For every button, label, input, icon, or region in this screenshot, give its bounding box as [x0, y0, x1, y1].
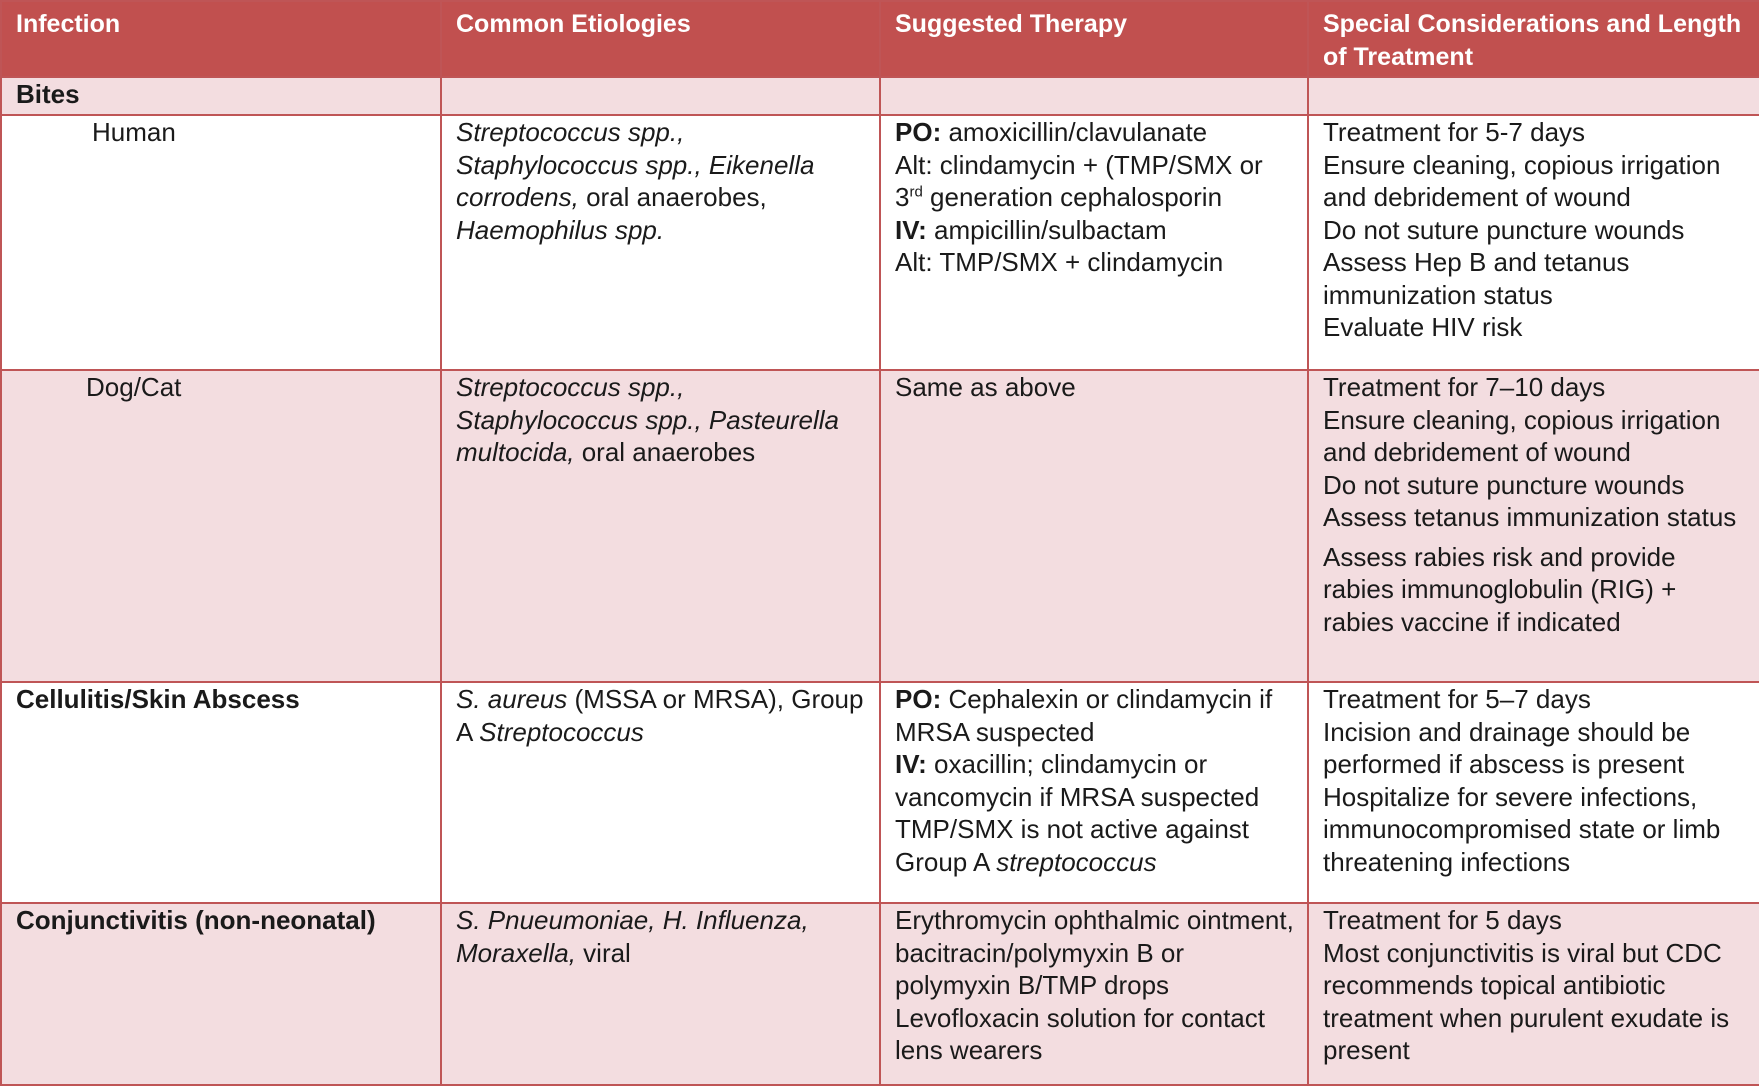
etiology-organisms: Haemophilus spp. [456, 214, 665, 245]
therapy-cell [880, 903, 1308, 1085]
considerations-cell [1308, 370, 1759, 682]
etiology-cell [441, 370, 880, 682]
therapy-text: ampicillin/sulbactam [926, 214, 1167, 245]
therapy-note [895, 813, 1295, 878]
therapy-organism: streptococcus [996, 846, 1157, 877]
ordinal-suffix: rd [909, 183, 923, 201]
consideration-line: Assess tetanus immunization status [1323, 502, 1737, 532]
etiology-cell [441, 115, 880, 370]
consideration-line: Hospitalize for severe infections, immunocompromised state or limb threatening infections [1323, 781, 1721, 877]
therapy-text: Cephalexin or clindamycin if MRSA suspected [895, 684, 1273, 747]
therapy-iv [895, 748, 1295, 813]
infection-name: Cellulitis/Skin Abscess [16, 684, 300, 714]
therapy-iv [895, 214, 1295, 247]
etiology-organisms: Streptococcus [479, 716, 644, 747]
therapy-text: generation cephalosporin [922, 182, 1223, 212]
route-label: PO: [895, 684, 942, 714]
infection-cell [1, 903, 441, 1085]
therapy-text: TMP/SMX is not active against Group A [895, 814, 1250, 877]
etiology-text: (MSSA or MRSA), Group A [456, 684, 864, 747]
therapy-alt [895, 149, 1295, 214]
consideration-line: Do not suture puncture wounds [1323, 469, 1685, 500]
category-bites: Bites [1, 77, 441, 115]
therapy-text: Same as above [895, 372, 1076, 402]
etiology-organisms: Streptococcus spp., Staphylococcus spp., Pasteurella multocida, [456, 372, 839, 467]
etiology-cell [441, 682, 880, 903]
consideration-line: Treatment for 5–7 days [1323, 684, 1591, 714]
etiology-cell [441, 903, 880, 1085]
consideration-line: Treatment for 7–10 days [1323, 372, 1606, 402]
empty-cell [441, 77, 880, 115]
header-row [1, 1, 1759, 77]
empty-cell [1308, 77, 1759, 115]
therapy-text: amoxicillin/clavulanate [941, 117, 1208, 147]
infection-cell [1, 115, 441, 370]
consideration-line: Ensure cleaning, copious irrigation and debridement of wound [1323, 404, 1721, 467]
infection-cell [1, 370, 441, 682]
table-row-conjunctivitis [1, 903, 1759, 1085]
consideration-line: Assess rabies risk and provide rabies immunoglobulin (RIG) + rabies vaccine if indicated [1323, 541, 1677, 637]
table-row-human-bite [1, 115, 1759, 370]
therapy-line: Levofloxacin solution for contact lens wearers [895, 1002, 1265, 1065]
header-considerations: Special Considerations and Length of Treatment [1308, 1, 1759, 77]
etiology-text: oral anaerobes [574, 437, 756, 467]
infection-cell [1, 682, 441, 903]
table-row-cellulitis [1, 682, 1759, 903]
header-therapy: Suggested Therapy [880, 1, 1308, 77]
empty-cell [880, 77, 1308, 115]
etiology-organisms: S. aureus [456, 684, 568, 714]
infection-name: Conjunctivitis (non-neonatal) [16, 905, 376, 935]
considerations-cell [1308, 115, 1759, 370]
etiology-organisms: S. Pnueumoniae, H. Influenza, Moraxella, [456, 905, 809, 968]
route-label: PO: [895, 117, 942, 147]
therapy-alt: Alt: TMP/SMX + clindamycin [895, 247, 1224, 277]
route-label: IV: [895, 749, 927, 779]
etiology-text: viral [575, 937, 631, 968]
consideration-line: Treatment for 5-7 days [1323, 117, 1586, 147]
therapy-cell [880, 682, 1308, 903]
header-infection: Infection [1, 1, 441, 77]
therapy-cell [880, 115, 1308, 370]
considerations-cell [1308, 682, 1759, 903]
therapy-text: oxacillin; clindamycin or vancomycin if MRSA suspected [895, 749, 1260, 812]
infection-name: Human [92, 117, 176, 147]
consideration-line: Do not suture puncture wounds [1323, 214, 1685, 245]
therapy-text: Alt: clindamycin + (TMP/SMX or 3 [895, 149, 1263, 212]
etiology-text: oral anaerobes, [578, 182, 767, 212]
therapy-po [895, 683, 1295, 748]
consideration-line: Assess Hep B and tetanus immunization status [1323, 247, 1630, 310]
therapy-cell [880, 370, 1308, 682]
considerations-cell [1308, 903, 1759, 1085]
consideration-line: Ensure cleaning, copious irrigation and debridement of wound [1323, 149, 1721, 212]
category-row-bites [1, 77, 1759, 115]
therapy-line: Erythromycin ophthalmic ointment, bacitracin/polymyxin B or polymyxin B/TMP drops [895, 905, 1294, 1000]
table-row-dogcat-bite [1, 370, 1759, 682]
consideration-line: Most conjunctivitis is viral but CDC recommends topical antibiotic treatment when purulent exudate is present [1323, 937, 1730, 1065]
consideration-line: Treatment for 5 days [1323, 905, 1562, 935]
header-etiologies: Common Etiologies [441, 1, 880, 77]
consideration-line: Incision and drainage should be performed if abscess is present [1323, 716, 1691, 779]
etiology-organisms: Streptococcus spp., Staphylococcus spp., Eikenella corrodens, [456, 117, 815, 212]
infection-name: Dog/Cat [86, 372, 182, 402]
therapy-po [895, 116, 1295, 149]
consideration-line: Evaluate HIV risk [1323, 312, 1523, 342]
route-label: IV: [895, 214, 927, 245]
